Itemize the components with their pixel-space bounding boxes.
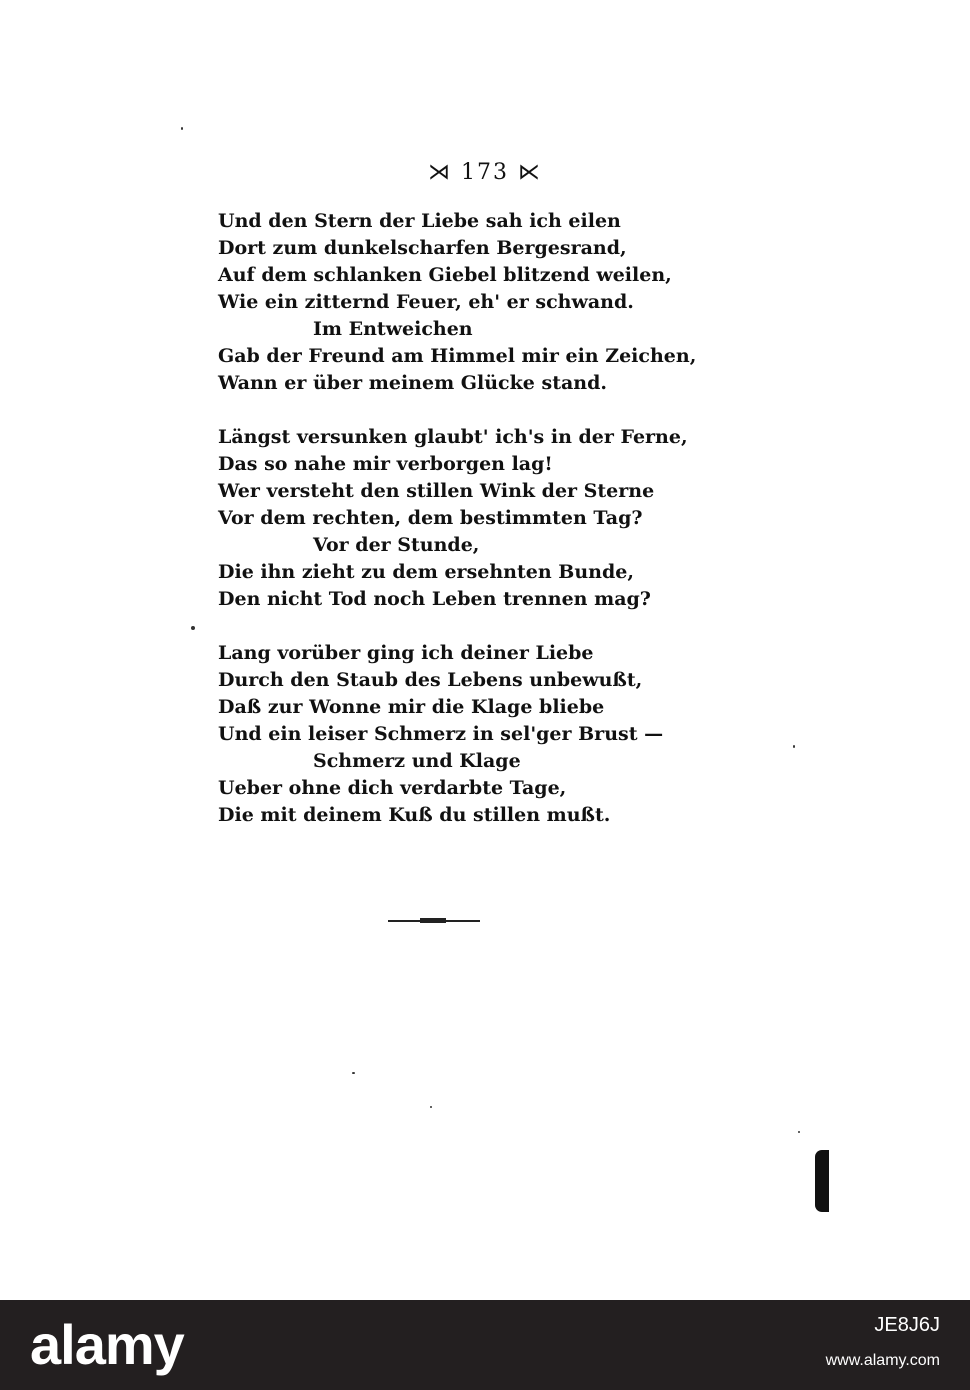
stanza <box>218 208 697 397</box>
poem-line: Durch den Staub des Lebens unbewußt, <box>218 669 643 691</box>
watermark-banner <box>0 1300 970 1390</box>
page-number: ⋊ 173 ⋉ <box>428 160 542 185</box>
poem-line: Vor dem rechten, dem bestimmten Tag? <box>218 507 643 529</box>
print-speck <box>352 1072 355 1074</box>
image-id: JE8J6J <box>874 1314 940 1336</box>
print-speck <box>793 745 795 748</box>
poem-line-refrain: Vor der Stunde, <box>313 534 480 556</box>
ornament-bar <box>420 918 446 923</box>
page-edge-mark <box>815 1150 829 1212</box>
poem-line: Die mit deinem Kuß du stillen mußt. <box>218 804 611 826</box>
poem-line: Wann er über meinem Glücke stand. <box>218 372 607 394</box>
poem-line: Daß zur Wonne mir die Klage bliebe <box>218 696 605 718</box>
poem-line-refrain: Schmerz und Klage <box>313 750 521 772</box>
poem-line-refrain: Im Entweichen <box>313 318 473 340</box>
stanza <box>218 424 688 613</box>
poem-line: Ueber ohne dich verdarbte Tage, <box>218 777 567 799</box>
poem-line: Das so nahe mir verborgen lag! <box>218 453 553 475</box>
print-speck <box>430 1106 432 1108</box>
poem-line: Auf dem schlanken Giebel blitzend weilen, <box>218 264 672 286</box>
poem-line: Die ihn zieht zu dem ersehnten Bunde, <box>218 561 634 583</box>
alamy-logo: alamy <box>30 1313 184 1376</box>
poem-line: Und den Stern der Liebe sah ich eilen <box>218 210 621 232</box>
poem <box>218 208 697 856</box>
stanza <box>218 640 664 829</box>
poem-line: Den nicht Tod noch Leben trennen mag? <box>218 588 651 610</box>
poem-line: Wie ein zitternd Feuer, eh' er schwand. <box>218 291 634 313</box>
poem-line: Wer versteht den stillen Wink der Sterne <box>218 480 655 502</box>
poem-line: Und ein leiser Schmerz in sel'ger Brust — <box>218 723 664 745</box>
poem-line: Gab der Freund am Himmel mir ein Zeichen, <box>218 345 697 367</box>
print-speck <box>798 1131 800 1133</box>
end-ornament <box>388 918 480 924</box>
print-speck <box>191 626 195 630</box>
poem-line: Längst versunken glaubt' ich's in der Ferne, <box>218 426 688 448</box>
site-url: www.alamy.com <box>825 1352 940 1369</box>
print-speck <box>181 127 183 130</box>
poem-line: Lang vorüber ging ich deiner Liebe <box>218 642 594 664</box>
poem-line: Dort zum dunkelscharfen Bergesrand, <box>218 237 627 259</box>
